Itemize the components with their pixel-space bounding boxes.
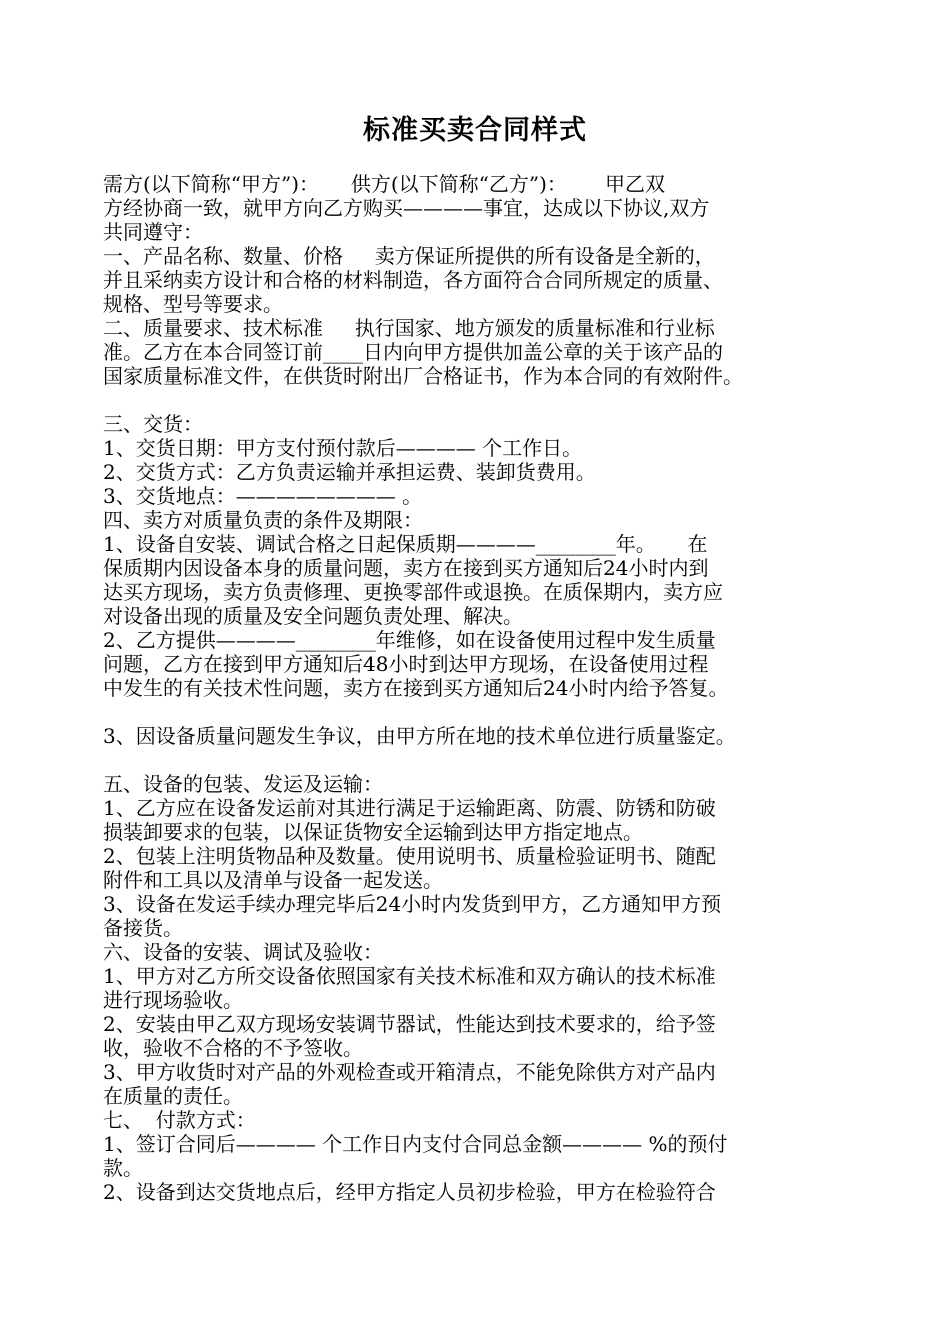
document-line: 规格、型号等要求。 <box>103 292 283 316</box>
document-line: 损装卸要求的包装，以保证货物安全运输到达甲方指定地点。 <box>103 820 643 844</box>
document-line: 备接货。 <box>103 916 183 940</box>
document-line: 中发生的有关技术性问题，卖方在接到买方通知后24小时内给予答复。 <box>103 676 729 700</box>
document-line: 3、设备在发运手续办理完毕后24小时内发货到甲方，乙方通知甲方预 <box>103 892 722 916</box>
document-line: 1、设备自安装、调试合格之日起保质期————________年。 在 <box>103 532 708 556</box>
blank-line <box>103 748 903 772</box>
document-line: 并且采纳卖方设计和合格的材料制造，各方面符合合同所规定的质量、 <box>103 268 723 292</box>
document-line: 款。 <box>103 1156 143 1180</box>
document-line: 3、甲方收货时对产品的外观检查或开箱清点，不能免除供方对产品内 <box>103 1060 716 1084</box>
document-line: 共同遵守： <box>103 220 203 244</box>
document-line: 2、设备到达交货地点后，经甲方指定人员初步检验，甲方在检验符合 <box>103 1180 716 1204</box>
document-line: 1、签订合同后———— 个工作日内支付合同总金额———— %的预付 <box>103 1132 728 1156</box>
document-line: 1、交货日期：甲方支付预付款后———— 个工作日。 <box>103 436 583 460</box>
document-line: 附件和工具以及清单与设备一起发送。 <box>103 868 443 892</box>
document-line: 对设备出现的质量及安全问题负责处理、解决。 <box>103 604 523 628</box>
document-body <box>103 172 903 1204</box>
document-line: 问题，乙方在接到甲方通知后48小时到达甲方现场，在设备使用过程 <box>103 652 709 676</box>
document-line: 保质期内因设备本身的质量问题，卖方在接到买方通知后24小时内到 <box>103 556 709 580</box>
document-line: 三、交货： <box>103 412 203 436</box>
document-line: 需方(以下简称“甲方”)： 供方(以下简称“乙方”)： 甲乙双 <box>103 172 666 196</box>
document-line: 准。乙方在本合同签订前____日内向甲方提供加盖公章的关于该产品的 <box>103 340 723 364</box>
document-line: 方经协商一致，就甲方向乙方购买————事宜，达成以下协议,双方 <box>103 196 710 220</box>
document-line: 一、产品名称、数量、价格 卖方保证所提供的所有设备是全新的， <box>103 244 715 268</box>
document-line: 六、设备的安装、调试及验收： <box>103 940 383 964</box>
blank-line <box>103 388 903 412</box>
blank-line <box>103 700 903 724</box>
document-line: 3、交货地点：———————— 。 <box>103 484 423 508</box>
document-line: 四、卖方对质量负责的条件及期限： <box>103 508 423 532</box>
document-line: 收，验收不合格的不予签收。 <box>103 1036 363 1060</box>
document-line: 2、交货方式：乙方负责运输并承担运费、装卸货费用。 <box>103 460 596 484</box>
document-line: 3、因设备质量问题发生争议，由甲方所在地的技术单位进行质量鉴定。 <box>103 724 736 748</box>
document-line: 2、包装上注明货物品种及数量。使用说明书、质量检验证明书、随配 <box>103 844 716 868</box>
document-line: 2、乙方提供————________年维修，如在设备使用过程中发生质量 <box>103 628 716 652</box>
document-title: 标准买卖合同样式 <box>363 115 587 145</box>
document-line: 达买方现场，卖方负责修理、更换零部件或退换。在质保期内，卖方应 <box>103 580 723 604</box>
document-line: 二、质量要求、技术标准 执行国家、地方颁发的质量标准和行业标 <box>103 316 715 340</box>
document-line: 五、设备的包装、发运及运输： <box>103 772 383 796</box>
document-line: 国家质量标准文件，在供货时附出厂合格证书，作为本合同的有效附件。 <box>103 364 743 388</box>
document-line: 1、乙方应在设备发运前对其进行满足于运输距离、防震、防锈和防破 <box>103 796 716 820</box>
document-line: 在质量的责任。 <box>103 1084 243 1108</box>
document-line: 1、甲方对乙方所交设备依照国家有关技术标准和双方确认的技术标准 <box>103 964 716 988</box>
document-line: 七、 付款方式： <box>103 1108 256 1132</box>
document-line: 2、安装由甲乙双方现场安装调节器试，性能达到技术要求的，给予签 <box>103 1012 716 1036</box>
document-line: 进行现场验收。 <box>103 988 243 1012</box>
